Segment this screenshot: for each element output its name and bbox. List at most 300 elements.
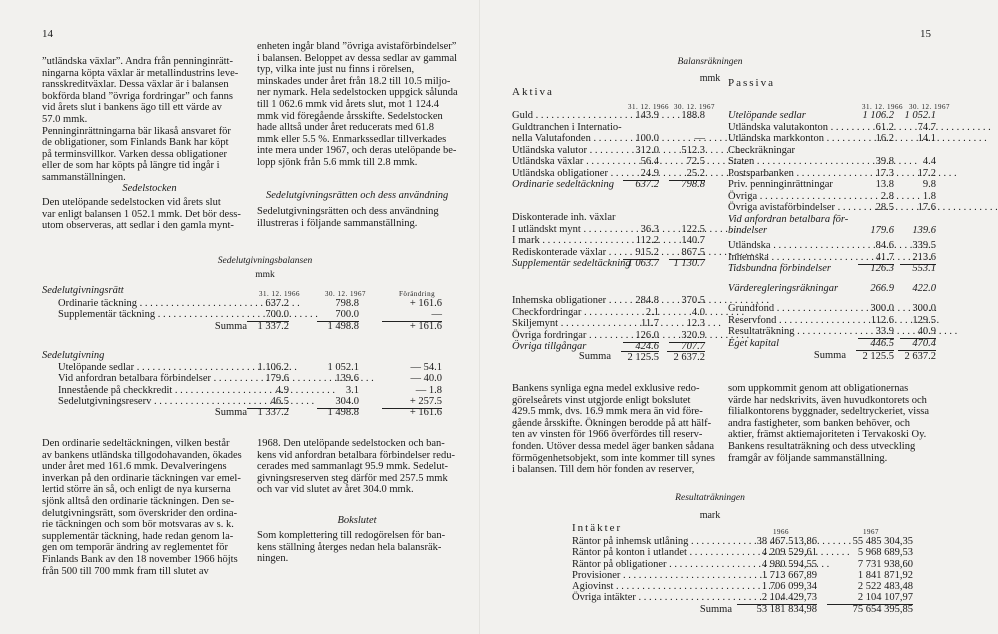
passiva-block3 — [728, 283, 938, 295]
sum-value-1966: 2 125.5 — [856, 350, 894, 363]
balance-row — [728, 240, 938, 252]
row-value-1967: 707.7 — [681, 341, 705, 352]
row-value-1966: 424.6 — [635, 341, 659, 352]
row-change: — 1.8 — [415, 384, 442, 396]
text-line: till 1 062.6 mmk vid årets slut, mot 1 124.4 — [257, 98, 439, 110]
balance-row — [728, 338, 938, 350]
text-line: minskades under året från 18.2 till 10.5 miljo- — [257, 75, 451, 87]
table-col-header-2: 30. 12. 1967 — [325, 290, 366, 298]
balance-row — [728, 214, 938, 226]
row-value-1966: 179.6 — [265, 373, 289, 385]
row-label: Innestående på checkkredit . . . — [58, 385, 253, 397]
balans-unit: mmk — [699, 73, 721, 84]
table-section2-sum — [42, 407, 467, 419]
balance-row — [512, 307, 717, 319]
row-value-1967: 512.3 — [681, 144, 705, 156]
right-bottom-col1 — [512, 383, 727, 476]
row-value-1967: 12.3 — [686, 318, 705, 329]
aktiva-block2 — [512, 212, 717, 270]
row-label: Räntor på obligationer . . . — [572, 559, 732, 571]
row-value-1966: 126.3 — [870, 263, 894, 274]
row-value-1967: 2 104 107,97 — [827, 592, 913, 605]
text-line: utom observeras, att sedlar i den gamla mynt- — [42, 220, 234, 232]
text-line: givningsreserven steg därför med 257.5 mmk — [257, 472, 448, 484]
resultat-col-header-2: 1967 — [863, 528, 879, 536]
income-row — [572, 559, 932, 570]
right-bottom-col2 — [728, 383, 943, 464]
sum-value-1966: 53 181 834,98 — [756, 604, 817, 615]
balance-row — [728, 202, 938, 214]
row-value-1967: 470.4 — [912, 337, 936, 349]
text-line: och var vid slutet av året 304.0 mmk. — [257, 484, 414, 496]
row-value-1966: 446.5 — [870, 337, 894, 349]
row-label: Utelöpande sedlar . . . — [58, 362, 253, 374]
row-label: I utländskt mynt . . . — [512, 224, 617, 236]
row-value-1966: 312.0 — [635, 144, 659, 156]
balance-row — [728, 326, 938, 338]
text-line: delutgivningsrätt, som överskrider den ordina- — [42, 507, 238, 519]
row-value-1967: 139.6 — [335, 373, 359, 385]
text-line: andra fastigheter, som banken behöver, och — [728, 417, 910, 429]
row-label: Provisioner . . . — [572, 570, 732, 582]
row-value-1967: 1 052.1 — [904, 110, 936, 121]
row-label: Tidsbundna förbindelser — [728, 263, 831, 274]
row-value-1966: 1 063.7 — [627, 258, 659, 269]
row-value-1967: 553.1 — [912, 263, 936, 274]
table-row — [42, 309, 467, 320]
section-sedelutgivning: Sedelutgivning — [42, 350, 105, 361]
balance-row — [512, 110, 717, 122]
resultat-col-header-1: 1966 — [773, 528, 789, 536]
text-line: Den ordinarie sedeltäckningen, vilken består — [42, 438, 230, 449]
left-bottom-col1 — [42, 438, 257, 577]
text-line: Sedelutgivningsrätten och dess användning — [257, 206, 439, 217]
passiva-col-header-2: 30. 12. 1967 — [909, 103, 950, 111]
row-change: — 54.1 — [410, 362, 442, 373]
row-label: Utländska valutakonton . . . — [728, 122, 852, 134]
row-label: Sedelutgivningsreserv . . . — [58, 396, 253, 408]
row-value-1966: 56.4 — [640, 156, 659, 167]
row-value-1966: 36.3 — [640, 223, 659, 235]
row-value-1966: 143.9 — [635, 110, 659, 121]
sum-value-1966: 1 337.2 — [257, 407, 289, 418]
aktiva-col-header-1: 31. 12. 1966 — [628, 103, 669, 111]
row-label: Utelöpande sedlar — [728, 110, 806, 121]
text-line: Som komplettering till redogörelsen för ban- — [257, 530, 446, 541]
row-label: Ordinarie täckning . . . — [58, 298, 253, 310]
heading-sedelutgivningsratten: Sedelutgivningsrätten och dess användning — [266, 190, 449, 201]
row-label: Resultaträkning . . . — [728, 326, 852, 338]
row-value-1967: 122.5 — [681, 223, 705, 235]
text-line: aktier, främst aktiemajoriteten i Tervakoski Oy. — [728, 429, 927, 441]
row-value-1966: 4.9 — [275, 384, 289, 396]
sum-change: + 161.6 — [409, 321, 442, 332]
row-value-1966: 112.2 — [635, 235, 659, 246]
passiva-label: Passiva — [728, 77, 775, 89]
passiva-block2 — [728, 240, 938, 275]
row-value-1966: 126.0 — [623, 330, 659, 343]
text-line: kens vid anfordran betalbara förbindelser redu- — [257, 449, 455, 461]
balance-row — [512, 145, 717, 157]
row-value-1967: 700.0 — [317, 309, 359, 322]
table-row — [42, 362, 467, 373]
row-value-1966: 300.0 — [870, 303, 894, 314]
sum-value-1967: 1 498.8 — [327, 321, 359, 332]
text-line: enheten ingår bland ”övriga avistaförbindelser” — [257, 41, 457, 52]
text-line: supplementär täckning, hade redan genom la- — [42, 530, 234, 542]
sum-label: Summa — [578, 351, 611, 362]
balance-row — [512, 133, 717, 145]
text-line: Penninginrättningarna bär likaså ansvaret för — [42, 125, 231, 137]
income-row — [572, 536, 932, 547]
row-label: Ordinarie sedeltäckning — [512, 179, 614, 190]
text-line: på terminsvillkor. Varken dessa obligationer — [42, 148, 227, 160]
aktiva-label: Aktiva — [512, 86, 554, 98]
left-col2-para1 — [257, 41, 467, 169]
table-col-header-1: 31. 12. 1966 — [259, 290, 300, 298]
page-number-left: 14 — [42, 28, 53, 40]
resultat-unit: mark — [699, 510, 721, 521]
sum-label: Summa — [699, 604, 732, 615]
row-value-1966: 2.8 — [880, 190, 894, 202]
sum-value-1967: 2 637.2 — [898, 350, 936, 363]
row-value-1967: 7 731 938,60 — [857, 558, 913, 570]
row-value-1967: 4.0 — [691, 306, 705, 318]
row-value-1966: 1 713 667,89 — [761, 569, 817, 581]
balance-row — [728, 133, 938, 145]
row-value-1966: 112.6 — [870, 314, 894, 326]
aktiva-sum — [512, 351, 717, 363]
row-value-1966: 284.8 — [635, 295, 659, 306]
row-label: Grundfond . . . — [728, 303, 852, 315]
text-line: av bankens utländska tillgodohavanden, ökades — [42, 449, 242, 461]
text-line: typ, vilka inte just nu finns i rörelsen, — [257, 64, 415, 76]
row-value-1966: 100.0 — [635, 133, 659, 144]
sum-value-1967: 1 498.8 — [327, 407, 359, 418]
row-value-1966: 637.2 — [635, 179, 659, 190]
aktiva-col-header-2: 30. 12. 1967 — [674, 103, 715, 111]
text-line: 57.0 mmk. — [42, 113, 88, 125]
row-value-1966: 2.1 — [645, 306, 659, 318]
row-value-1967: 213.6 — [900, 252, 936, 265]
row-value-1966: 84.6 — [875, 240, 894, 251]
balance-row — [512, 156, 717, 168]
row-value-1967: 5 968 689,53 — [857, 547, 913, 559]
row-label: Räntor på inhemsk utlåning . . . — [572, 536, 732, 548]
balance-row — [512, 258, 717, 270]
row-value-1966: 13.8 — [875, 179, 894, 190]
passiva-block4 — [728, 303, 938, 349]
left-col2-para2 — [257, 206, 467, 229]
table-unit: mmk — [255, 270, 275, 280]
row-label: Vid anfordran betalbara förbindelser . . . — [58, 373, 253, 385]
balance-row — [512, 212, 717, 224]
row-value-1966: 46.5 — [247, 396, 289, 409]
balance-row — [728, 179, 938, 191]
left-bottom-col2-para2 — [257, 530, 467, 565]
row-value-1966: 17.3 — [875, 167, 894, 179]
row-value-1967: 14.1 — [917, 133, 936, 144]
row-value-1967: 4.4 — [922, 156, 936, 167]
text-line: ningen. — [257, 553, 289, 565]
row-value-1967: 798.8 — [681, 179, 705, 190]
section-sedelutgivningsratt: Sedelutgivningsrätt — [42, 285, 124, 296]
heading-bokslutet: Bokslutet — [337, 515, 377, 526]
row-label: Vid anfordran betalbara för- — [728, 213, 849, 225]
text-line: mmk vid föregående årsskifte. Sedelstocken — [257, 110, 443, 122]
intakter-label: Intäkter — [572, 522, 623, 534]
income-row — [572, 547, 932, 558]
row-label: Utländska växlar . . . — [512, 156, 617, 168]
row-value-1967: 25.2 — [669, 168, 705, 181]
balance-row — [512, 295, 717, 307]
row-value-1967: 55 485 304,35 — [852, 536, 913, 547]
text-line: i balansen. Beloppet av dessa sedlar av gammal — [257, 52, 458, 64]
text-line: sammanställningen. — [42, 171, 126, 183]
text-line: var enligt balansen 1 052.1 mmk. Det bör dess- — [42, 208, 241, 220]
table-section2 — [42, 362, 467, 407]
row-value-1967: 140.7 — [681, 235, 705, 246]
text-line: kens ställning återges nedan hela balansräk- — [257, 541, 442, 553]
text-line: fonden. Utöver dessa medel äger banken sådana — [512, 440, 715, 452]
sum-label: Summa — [813, 350, 846, 361]
balance-row — [728, 225, 938, 237]
row-label: Utländska valutor . . . — [512, 145, 617, 157]
passiva-col-header-1: 31. 12. 1966 — [862, 103, 903, 111]
row-value-1966: 2 104 429,73 — [737, 592, 817, 605]
balance-row — [728, 110, 938, 122]
row-value-1967: 867.5 — [669, 247, 705, 260]
balance-row — [512, 235, 717, 247]
row-value-1967: 339.5 — [912, 240, 936, 251]
table-row — [42, 298, 467, 309]
income-row — [572, 570, 932, 581]
page-gutter — [479, 0, 480, 634]
balance-row — [512, 168, 717, 180]
row-label: Övriga fordringar . . . — [512, 330, 617, 342]
income-row — [572, 581, 932, 592]
sum-label: Summa — [214, 321, 247, 332]
row-change: — — [382, 309, 442, 322]
passiva-sum — [728, 350, 938, 362]
table-title: Sedelutgivningsbalansen — [217, 256, 313, 266]
row-label: Räntor på konton i utlandet . . . — [572, 547, 732, 559]
row-value-1966: 16.2 — [875, 133, 894, 144]
table-section1 — [42, 298, 467, 321]
row-label: Övriga . . . — [728, 191, 852, 203]
left-col1-para2 — [42, 197, 257, 232]
row-label: Checkfordringar . . . — [512, 307, 617, 319]
row-label: Checkräkningar — [728, 144, 796, 156]
row-value-1967: 370.5 — [681, 295, 705, 306]
row-value-1966: 61.2 — [875, 121, 894, 133]
row-label: Eget kapital — [728, 337, 780, 349]
text-line: ten av vinsten för 1966 överfördes till reserv- — [512, 429, 703, 441]
row-label: Rediskonterade växlar . . . — [512, 247, 617, 259]
row-value-1966: 700.0 — [247, 309, 289, 322]
row-value-1966: 915.2 — [623, 247, 659, 260]
row-value-1967: 139.6 — [912, 225, 936, 236]
balance-row — [512, 318, 717, 330]
row-label: Övriga intäkter . . . — [572, 592, 732, 604]
balance-row — [728, 145, 938, 157]
row-value-1967: 1 052.1 — [327, 362, 359, 373]
balance-row — [728, 122, 938, 134]
resultat-title: Resultaträkningen — [675, 493, 745, 503]
row-value-1967: 17.6 — [917, 202, 936, 213]
row-value-1966: 1 706 099,34 — [761, 581, 817, 593]
text-line: lertid större än så, och enligt de nya kurserna — [42, 484, 231, 496]
text-line: ner nymark. Hela sedelstocken uppgick sålunda — [257, 87, 458, 99]
text-line: de obligationer, som Finlands Bank har köpt — [42, 137, 229, 149]
row-value-1967: 422.0 — [912, 283, 936, 294]
sum-value-1966: 1 337.2 — [257, 321, 289, 332]
table-row — [42, 396, 467, 407]
table-row — [42, 385, 467, 396]
balance-row — [512, 224, 717, 236]
balans-title: Balansräkningen — [677, 57, 743, 67]
aktiva-block3 — [512, 295, 717, 353]
row-label: Skiljemynt . . . — [512, 318, 617, 330]
row-label: Postsparbanken . . . — [728, 168, 852, 180]
row-value-1966: 1 106.2 — [862, 110, 894, 121]
row-value-1967: 40.9 — [900, 326, 936, 339]
row-label: bindelser — [728, 225, 768, 236]
text-line: bokförda bland ”övriga fordringar” och fanns — [42, 90, 233, 102]
text-line: ransskreditväxlar. Dessa växlar är i balansen — [42, 79, 229, 91]
text-line: Bankens resultaträkning och dess utveckling — [728, 440, 916, 452]
sum-value-1967: 75 654 395,85 — [852, 604, 913, 615]
row-change: + 161.6 — [409, 298, 442, 309]
text-line: gående årsskifte. Ökningen berodde på att hälf- — [512, 417, 712, 429]
row-label: Agiovinst . . . — [572, 581, 732, 593]
balance-row — [512, 122, 717, 134]
passiva-block1 — [728, 110, 938, 237]
row-value-1966: 11.7 — [641, 318, 659, 329]
aktiva-block1 — [512, 110, 717, 191]
resultat-sum — [572, 604, 932, 616]
row-value-1966: 41.7 — [858, 252, 894, 265]
resultat-rows — [572, 536, 932, 604]
text-line: Finlands Bank av den 18 november 1966 höjts — [42, 553, 238, 565]
row-value-1966: 4 209 529,61 — [761, 547, 817, 559]
heading-sedelstocken: Sedelstocken — [122, 183, 177, 194]
balance-row — [512, 179, 717, 191]
row-value-1967: 304.0 — [317, 396, 359, 409]
row-label: I mark . . . — [512, 235, 617, 247]
text-line: mmk eller 5.5 %. Enmarkssedlar tillverkades — [257, 133, 447, 145]
left-bottom-col2-para1 — [257, 438, 467, 496]
row-value-1966: 28.5 — [875, 202, 894, 213]
row-value-1966: 179.6 — [870, 225, 894, 236]
text-line: filialkontorens byggnader, sedeltryckeriet, vissa — [728, 406, 930, 418]
row-value-1966: 1 106.2 — [257, 362, 289, 373]
text-line: sjönk alltså den ordinarie täckningen. Den se- — [42, 495, 235, 507]
row-label: Staten . . . — [728, 156, 852, 168]
row-value-1967: 1.8 — [922, 190, 936, 202]
text-line: i balansen. Till dem hör fonden av reserver, — [512, 464, 695, 476]
row-label: Inhemska obligationer . . . — [512, 295, 617, 307]
row-change: — 40.0 — [410, 373, 442, 385]
text-line: framgår av följande sammanställning. — [728, 452, 888, 464]
row-value-1967: 74.7 — [917, 121, 936, 133]
row-value-1967: 300.0 — [912, 303, 936, 314]
row-change: + 257.5 — [382, 396, 442, 409]
row-label: Övriga avistaförbindelser . . . — [728, 202, 852, 214]
balance-row — [728, 283, 938, 295]
text-line: inverkan på den ordinarie täckningen var emel- — [42, 472, 241, 484]
balance-row — [728, 156, 938, 168]
row-value-1967: 320.9 — [669, 330, 705, 343]
text-line: hade alltså under året reducerats med 61.8 — [257, 122, 434, 134]
text-line: lopp sjönk från 5.6 mmk till 2.8 mmk. — [257, 156, 418, 168]
text-line: under året med 161.6 mmk. Devalveringens — [42, 461, 227, 473]
row-value-1966: 33.9 — [858, 326, 894, 339]
row-label: Guldtranchen i Internatio- — [512, 121, 622, 133]
text-line: ningarna köpta växlar är metallindustrins leve- — [42, 67, 239, 79]
row-value-1967: 1 841 871,92 — [857, 569, 913, 581]
row-label: Utländska obligationer . . . — [512, 168, 617, 180]
income-row — [572, 592, 932, 603]
row-value-1966: 39.8 — [875, 156, 894, 167]
row-value-1967: 3.1 — [345, 384, 359, 396]
text-line: cerades med sammanlagt 95.9 mmk. Sedelut- — [257, 461, 448, 473]
text-line: rie täckningen och som bör motsvaras av s. k. — [42, 519, 234, 531]
text-line: vid årets slut i bankens ägo till ett värde av — [42, 102, 222, 114]
text-line: förmögenhetsobjekt, som inte kommer till synes — [512, 452, 715, 464]
row-label: Supplementär sedeltäckning — [512, 258, 631, 269]
sum-change: + 161.6 — [409, 407, 442, 418]
balance-row — [728, 252, 938, 264]
page-number-right: 15 — [920, 28, 931, 40]
row-label: Värderegleringsräkningar — [728, 283, 839, 294]
balance-row — [728, 168, 938, 180]
table-col-header-3: Förändring — [399, 290, 436, 298]
row-label: nella Valutafonden . . . — [512, 133, 617, 145]
row-label: Utländska markkonton . . . — [728, 133, 852, 145]
row-value-1967: 129.5 — [912, 314, 936, 326]
sum-label: Summa — [214, 407, 247, 418]
text-line: ”utländska växlar”. Andra från penninginrätt- — [42, 56, 233, 67]
balance-row — [512, 330, 717, 342]
text-line: 1968. Den utelöpande sedelstocken och ban- — [257, 438, 445, 449]
row-label: Priv. penninginrättningar — [728, 179, 833, 190]
left-col1-para1 — [42, 56, 257, 184]
row-value-1967: 72.5 — [686, 156, 705, 167]
table-row — [42, 373, 467, 384]
row-value-1966: 24.9 — [623, 168, 659, 181]
balance-row — [728, 191, 938, 203]
row-label: Supplementär täckning . . . — [58, 309, 253, 321]
text-line: eller de som har köpts på längre tid ingår i — [42, 160, 220, 172]
row-value-1966: 38 467 513,86 — [756, 536, 817, 547]
text-line: Bankens synliga egna medel exklusive redo- — [512, 383, 700, 394]
row-label: Diskonterade inh. växlar — [512, 212, 616, 223]
row-label: Guld . . . — [512, 110, 617, 122]
text-line: gen om temporär ändring av reglementet för — [42, 542, 229, 554]
row-label: Utländska . . . — [728, 240, 852, 252]
table-section1-sum — [42, 321, 467, 333]
text-line: som uppkommit genom att obligationernas — [728, 383, 909, 394]
balance-row — [728, 315, 938, 327]
row-value-1967: 17.2 — [917, 167, 936, 179]
sum-value-1967: 2 637.2 — [667, 351, 705, 364]
row-value-1967: 2 522 483,48 — [857, 581, 913, 593]
row-value-1966: 637.2 — [265, 298, 289, 309]
text-line: Den utelöpande sedelstocken vid årets slut — [42, 197, 221, 208]
row-value-1967: 9.8 — [922, 179, 936, 190]
row-label: Reservfond . . . — [728, 315, 852, 327]
